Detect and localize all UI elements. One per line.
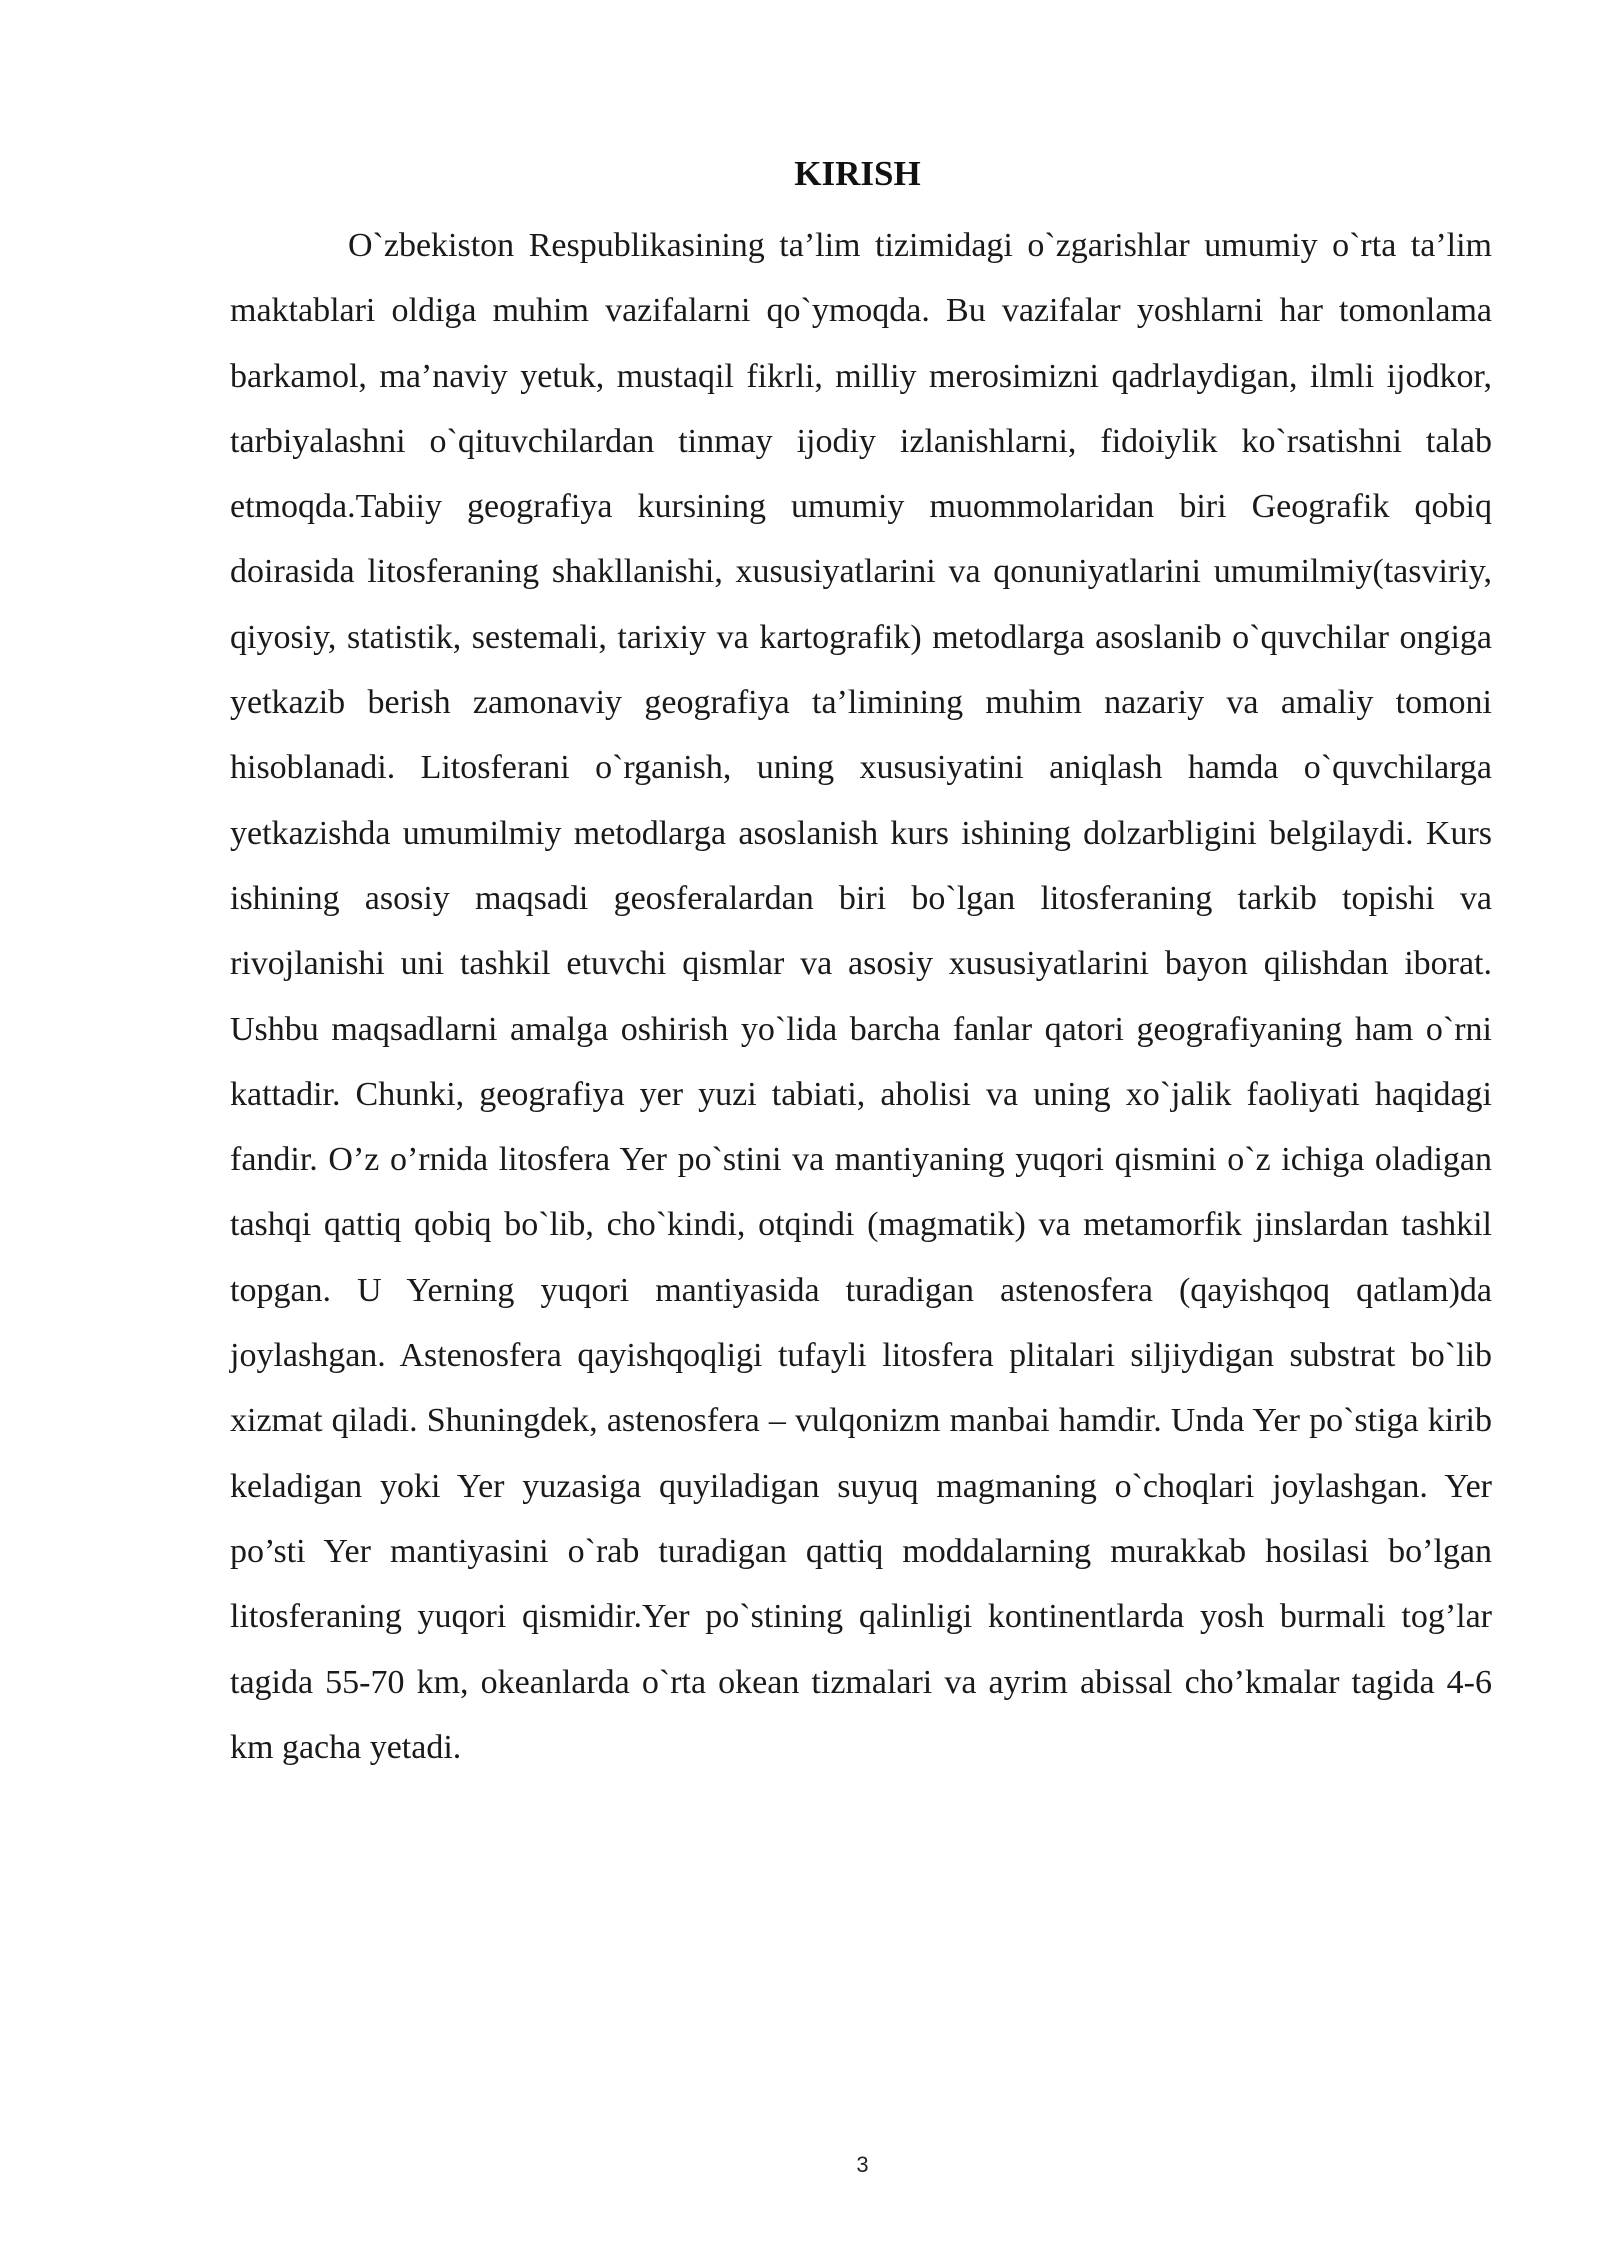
page-number: 3 — [856, 2152, 869, 2177]
section-heading: KIRISH — [794, 154, 921, 193]
body-paragraph: O`zbekiston Respublikasining ta’lim tizimidagi o`zgarishlar umumiy o`rta ta’lim maktablari oldiga muhim vazifalarni qo`ymoqda. Bu vazifalar yoshlarni har tomonlama barkamol, ma’naviy yetuk, mustaqil fikrli, milliy merosimizni qadrlaydigan, ilmli ijodkor, tarbiyalashni o`qituvchilardan tinmay ijodiy izlanishlarni, fidoiylik ko`rsatishni talab etmoqda.Tabiiy geografiya kursining umumiy muommolaridan biri Geografik qobiq doirasida litosferaning shakllanishi, xususiyatlarini va qonuniyatlarini umumilmiy(tasviriy, qiyosiy, statistik, sestemali, tarixiy va kartografik) metodlarga asoslanib o`quvchilar ongiga yetkazib berish zamonaviy geografiya ta’limining muhim nazariy va amaliy tomoni hisoblanadi. Litosferani o`rganish, uning xususiyatini aniqlash hamda o`quvchilarga yetkazishda umumilmiy metodlarga asoslanish kurs ishining dolzarbligini belgilaydi. Kurs ishining asosiy maqsadi geosferalardan biri bo`lgan litosferaning tarkib topishi va rivojlanishi uni tashkil etuvchi qismlar va asosiy xususiyatlarini bayon qilishdan iborat. Ushbu maqsadlarni amalga oshirish yo`lida barcha fanlar qatori geografiyaning ham o`rni kattadir. Chunki, geografiya yer yuzi tabiati, aholisi va uning xo`jalik faoliyati haqidagi fandir. O’z o’rnida litosfera Yer po`stini va mantiyaning yuqori qismini o`z ichiga oladigan tashqi qattiq qobiq bo`lib, cho`kindi, otqindi (magmatik) va metamorfik jinslardan tashkil topgan. U Yerning yuqori mantiyasida turadigan astenosfera (qayishqoq qatlam)da joylashgan. Astenosfera qayishqoqligi tufayli litosfera plitalari siljiydigan substrat bo`lib xizmat qiladi. Shuningdek, astenosfera – vulqonizm manbai hamdir. Unda Yer po`stiga kirib keladigan yoki Yer yuzasiga quyiladigan suyuq magmaning o`choqlari joylashgan. Yer po’sti Yer mantiyasini o`rab turadigan qattiq moddalarning murakkab hosilasi bo’lgan litosferaning yuqori qismidir.Yer po`stining qalinligi kontinentlarda yosh burmali tog’lar tagida 55-70 km, okeanlarda o`rta okean tizmalari va ayrim abissal cho’kmalar tagida 4-6 km gacha yetadi. — [230, 227, 1492, 1766]
